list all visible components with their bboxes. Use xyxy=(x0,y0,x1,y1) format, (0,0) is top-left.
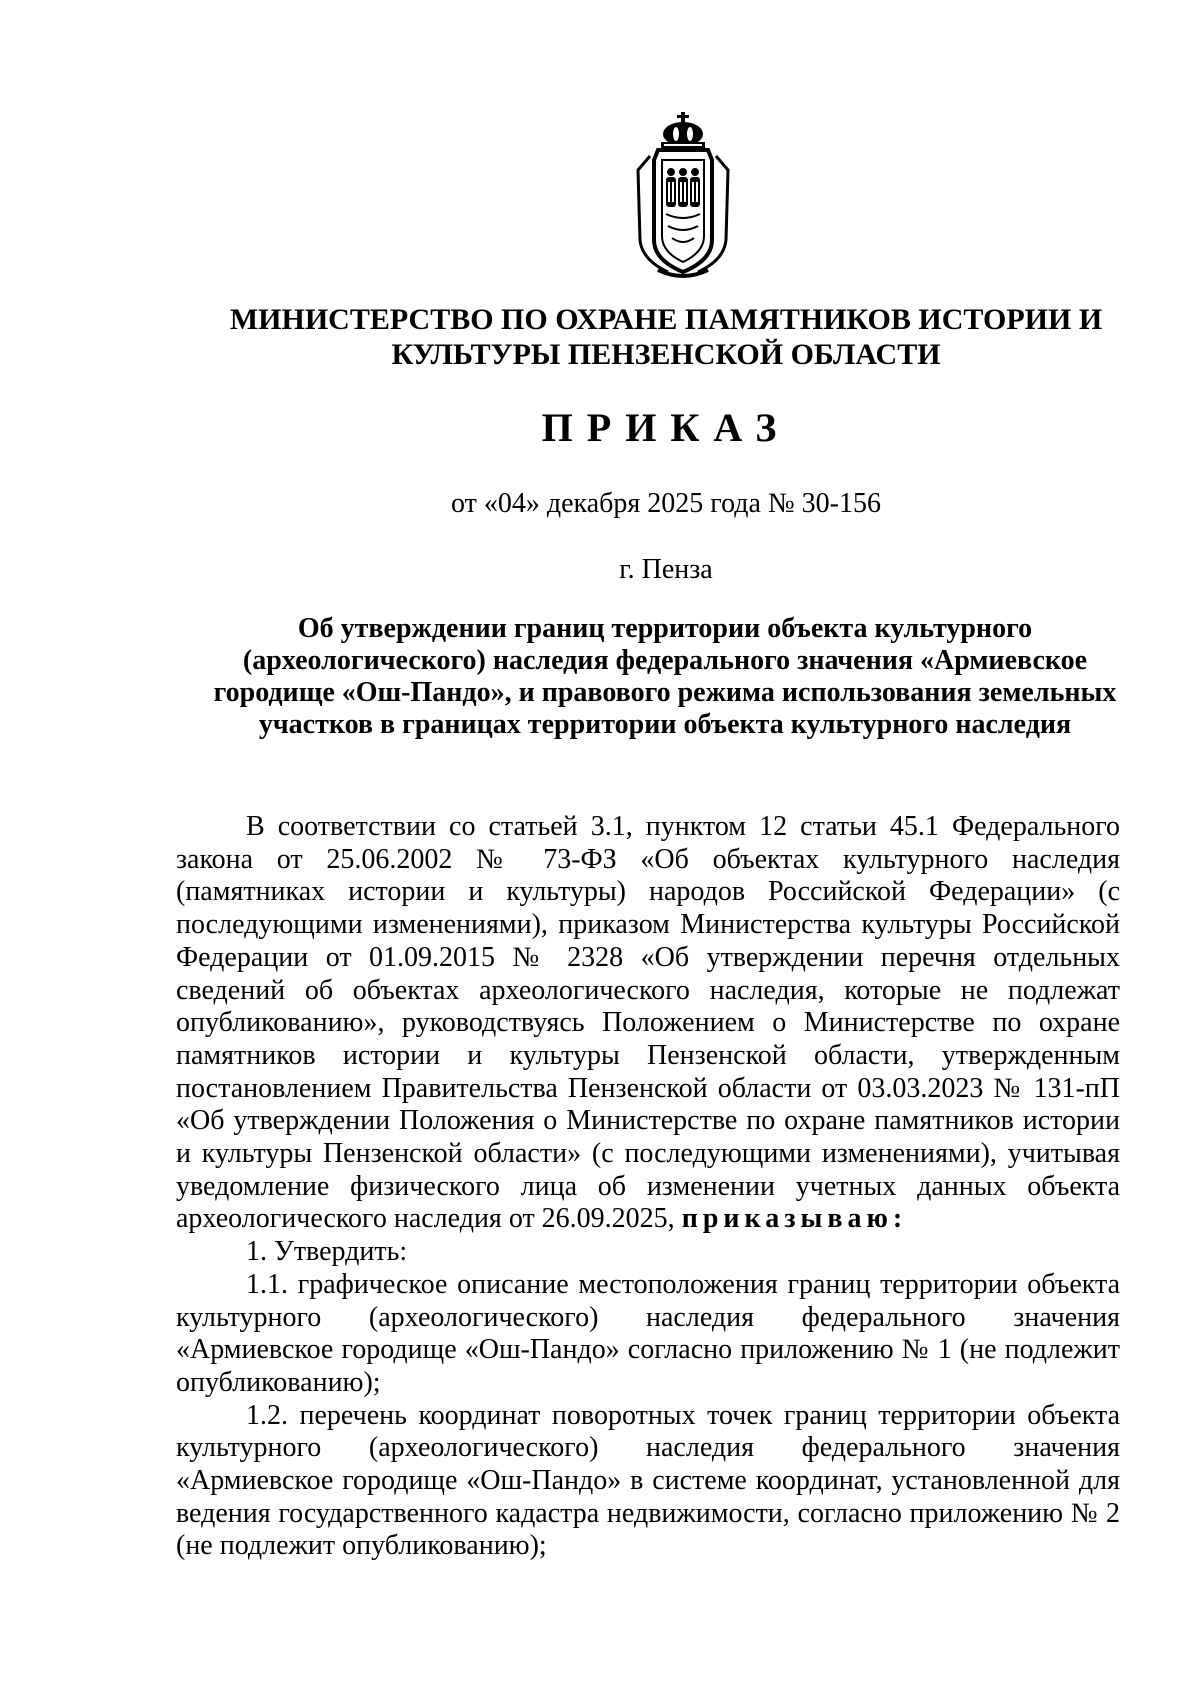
ministry-name: МИНИСТЕРСТВО ПО ОХРАНЕ ПАМЯТНИКОВ ИСТОРИИ И КУЛЬТУРЫ ПЕНЗЕНСКОЙ ОБЛАСТИ xyxy=(229,303,1103,371)
item-1: 1. Утвердить: xyxy=(246,1236,408,1268)
preamble-text: В соответствии со статьей 3.1, пунктом 12 статьи 45.1 Федерального закона от 25.06.2002 № 73-ФЗ «Об объектах культурного наследия (памятниках истории и культуры) народов Российской Федерации» (с последующими изменениями), приказом Министерства культуры Российской Федерации от 01.09.2015 № 2328 «Об утверждении перечня отдельных сведений об объектах археологического наследия, которые не подлежат опубликованию», руководствуясь Положением о Министерстве по охране памятников истории и культуры Пензенской области, утвержденным постановлением Правительства Пензенской области от 03.03.2023 № 131-пП «Об утверждении Положения о Министерстве по охране памятников истории и культуры Пензенской области» (с последующими изменениями), учитывая уведомление физического лица об изменении учетных данных объекта археологического наследия от 26.09.2025, xyxy=(176,811,1120,1235)
city: г. Пенза xyxy=(619,554,713,585)
order-subject: Об утверждении границ территории объекта культурного (археологического) наследия федерального значения «Армиевское городище «Ош-Пандо», и правового режима использования земельных участков в границах территории объекта культурного наследия xyxy=(213,613,1117,740)
coat-of-arms-icon xyxy=(628,110,738,282)
order-date-number: от «04» декабря 2025 года № 30-156 xyxy=(451,488,881,519)
item-1-1: 1.1. графическое описание местоположения границ территории объекта культурного (археологического) наследия федерального значения «Армиевское городище «Ош-Пандо» согласно приложению № 1 (не подлежит опубликованию); xyxy=(176,1268,1120,1398)
preamble-paragraph xyxy=(176,811,1120,1236)
order-word: приказываю: xyxy=(681,1203,908,1235)
item-1-2: 1.2. перечень координат поворотных точек границ территории объекта культурного (археологического) наследия федерального значения «Армиевское городище «Ош-Пандо» в системе координат, установленной для ведения государственного кадастра недвижимости, согласно приложению № 2 (не подлежит опубликованию); xyxy=(176,1399,1120,1562)
document-type: ПРИКАЗ xyxy=(541,405,791,450)
document-body xyxy=(176,811,1120,1563)
